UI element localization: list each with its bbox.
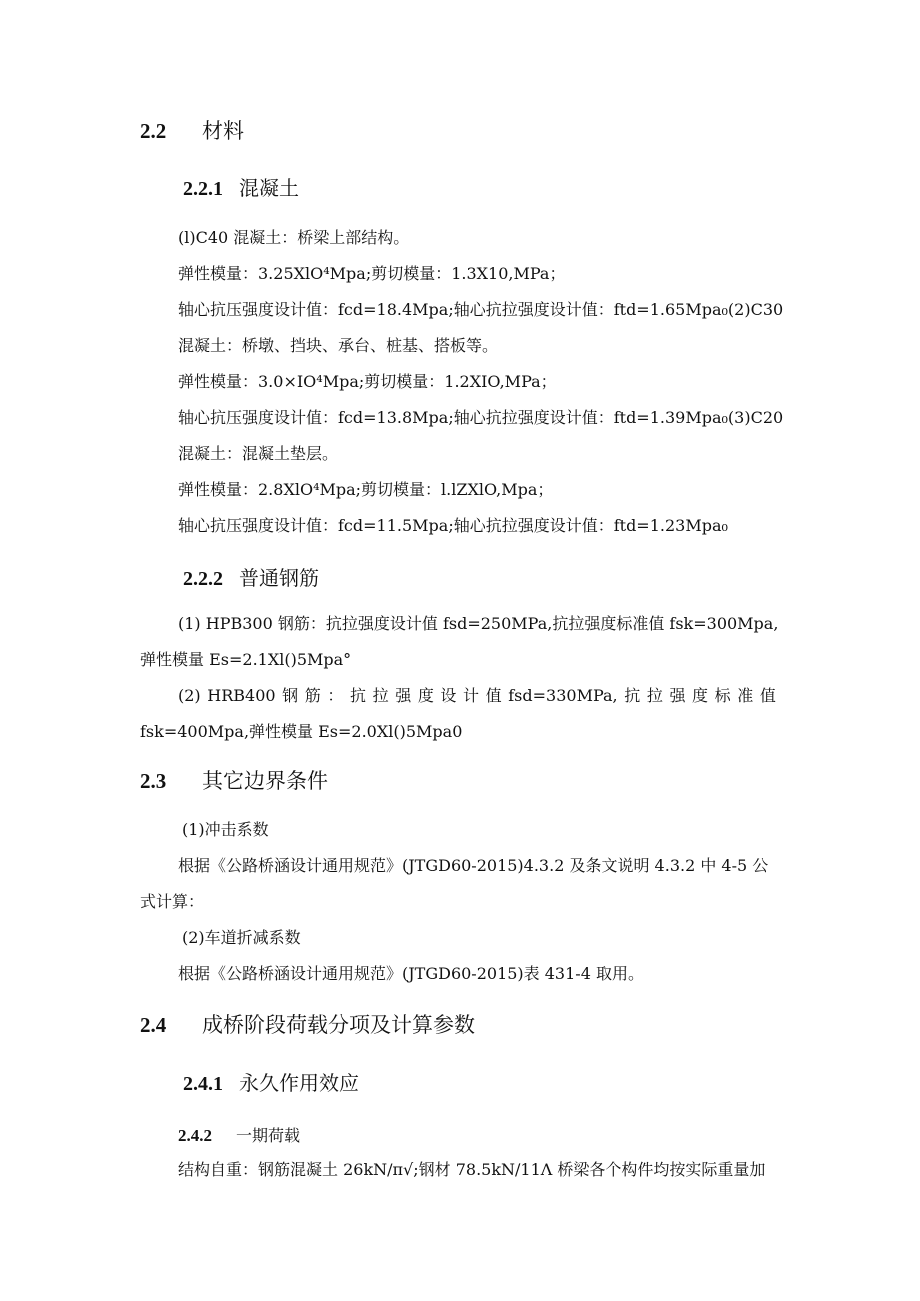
- text-token: 设: [440, 686, 457, 705]
- text-token: 抗: [349, 686, 366, 705]
- text-token: ：: [327, 686, 344, 705]
- section-heading-2-3: [140, 766, 328, 796]
- text-token: 拉: [646, 686, 663, 705]
- section-number: 2.2: [140, 119, 167, 143]
- paragraph-line: 结构自重：钢筋混凝土 26kN/π√;钢材 78.5kN∕11Λ 桥梁各个构件均按实际重量加: [178, 1160, 766, 1179]
- text-token: 计: [463, 686, 480, 705]
- section-number: 2.4.2: [178, 1126, 212, 1145]
- paragraph-line: (2)车道折减系数: [182, 928, 301, 947]
- section-title: 其它边界条件: [202, 769, 328, 793]
- text-token: 筋: [304, 686, 321, 705]
- paragraph-line-justified: [178, 685, 776, 707]
- text-token: 强: [395, 686, 412, 705]
- section-number: 2.4: [140, 1013, 167, 1037]
- paragraph-line: 混凝土：桥墩、挡块、承台、桩基、搭板等。: [178, 336, 499, 355]
- section-title: 材料: [202, 119, 244, 143]
- section-heading-2-4-2: [178, 1124, 300, 1148]
- section-title: 永久作用效应: [239, 1071, 359, 1095]
- section-number: 2.2.2: [183, 568, 223, 590]
- text-token: 拉: [372, 686, 389, 705]
- text-token: 值: [759, 686, 776, 705]
- text-token: HRB400: [207, 686, 276, 705]
- text-token: fsd=330MPa,: [508, 686, 618, 705]
- paragraph-line: 混凝土：混凝土垫层。: [178, 444, 339, 463]
- text-token: 抗: [624, 686, 641, 705]
- paragraph-line: 弹性模量：3.25XlO⁴Mpa;剪切模量：1.3X10,MPa；: [178, 264, 566, 283]
- text-token: 度: [692, 686, 709, 705]
- section-heading-2-4-1: [183, 1068, 359, 1099]
- section-heading-2-2-2: [183, 563, 319, 594]
- section-heading-2-2-1: [183, 173, 299, 204]
- paragraph-line: 弹性模量：3.0×IO⁴Mpa;剪切模量：1.2XIO,MPa；: [178, 372, 557, 391]
- text-token: 值: [485, 686, 502, 705]
- paragraph-line: 式计算：: [140, 892, 205, 911]
- paragraph-line: 根据《公路桥涵设计通用规范》(JTGD60-2015)4.3.2 及条文说明 4.3.2 中 4-5 公: [178, 856, 769, 875]
- section-title: 混凝土: [239, 176, 299, 200]
- section-number: 2.4.1: [183, 1073, 223, 1095]
- section-heading-2-2: [140, 116, 244, 146]
- text-token: 准: [737, 686, 754, 705]
- paragraph-line: (l)C40 混凝土：桥梁上部结构。: [178, 228, 410, 247]
- paragraph-line: 弹性模量：2.8XlO⁴Mpa;剪切模量：l.lZXlO,Mpa；: [178, 480, 554, 499]
- section-title: 成桥阶段荷载分项及计算参数: [202, 1013, 475, 1037]
- paragraph-line: 轴心抗压强度设计值：fcd=11.5Mpa;轴心抗拉强度设计值：ftd=1.23Mpa₀: [178, 516, 728, 535]
- text-token: 标: [714, 686, 731, 705]
- text-token: 度: [417, 686, 434, 705]
- paragraph-line: 根据《公路桥涵设计通用规范》(JTGD60-2015)表 431-4 取用。: [178, 964, 644, 983]
- section-title: 一期荷载: [236, 1126, 301, 1145]
- text-token: 强: [669, 686, 686, 705]
- paragraph-line: (1)冲击系数: [182, 820, 269, 839]
- paragraph-line: fsk=400Mpa,弹性模量 Es=2.0Xl()5Mpa0: [140, 722, 463, 741]
- section-number: 2.3: [140, 769, 167, 793]
- section-number: 2.2.1: [183, 178, 223, 200]
- paragraph-line: (1) HPB300 钢筋：抗拉强度设计值 fsd=250MPa,抗拉强度标准值 fsk=300Mpa,: [178, 614, 779, 633]
- text-token: (2): [178, 686, 201, 705]
- section-title: 普通钢筋: [239, 566, 319, 590]
- text-token: 钢: [282, 686, 299, 705]
- paragraph-line: 轴心抗压强度设计值：fcd=18.4Mpa;轴心抗拉强度设计值：ftd=1.65Mpa₀(2)C30: [178, 300, 784, 319]
- paragraph-line: 弹性模量 Es=2.1Xl()5Mpa°: [140, 650, 352, 669]
- paragraph-line: 轴心抗压强度设计值：fcd=13.8Mpa;轴心抗拉强度设计值：ftd=1.39Mpa₀(3)C20: [178, 408, 784, 427]
- section-heading-2-4: [140, 1010, 475, 1040]
